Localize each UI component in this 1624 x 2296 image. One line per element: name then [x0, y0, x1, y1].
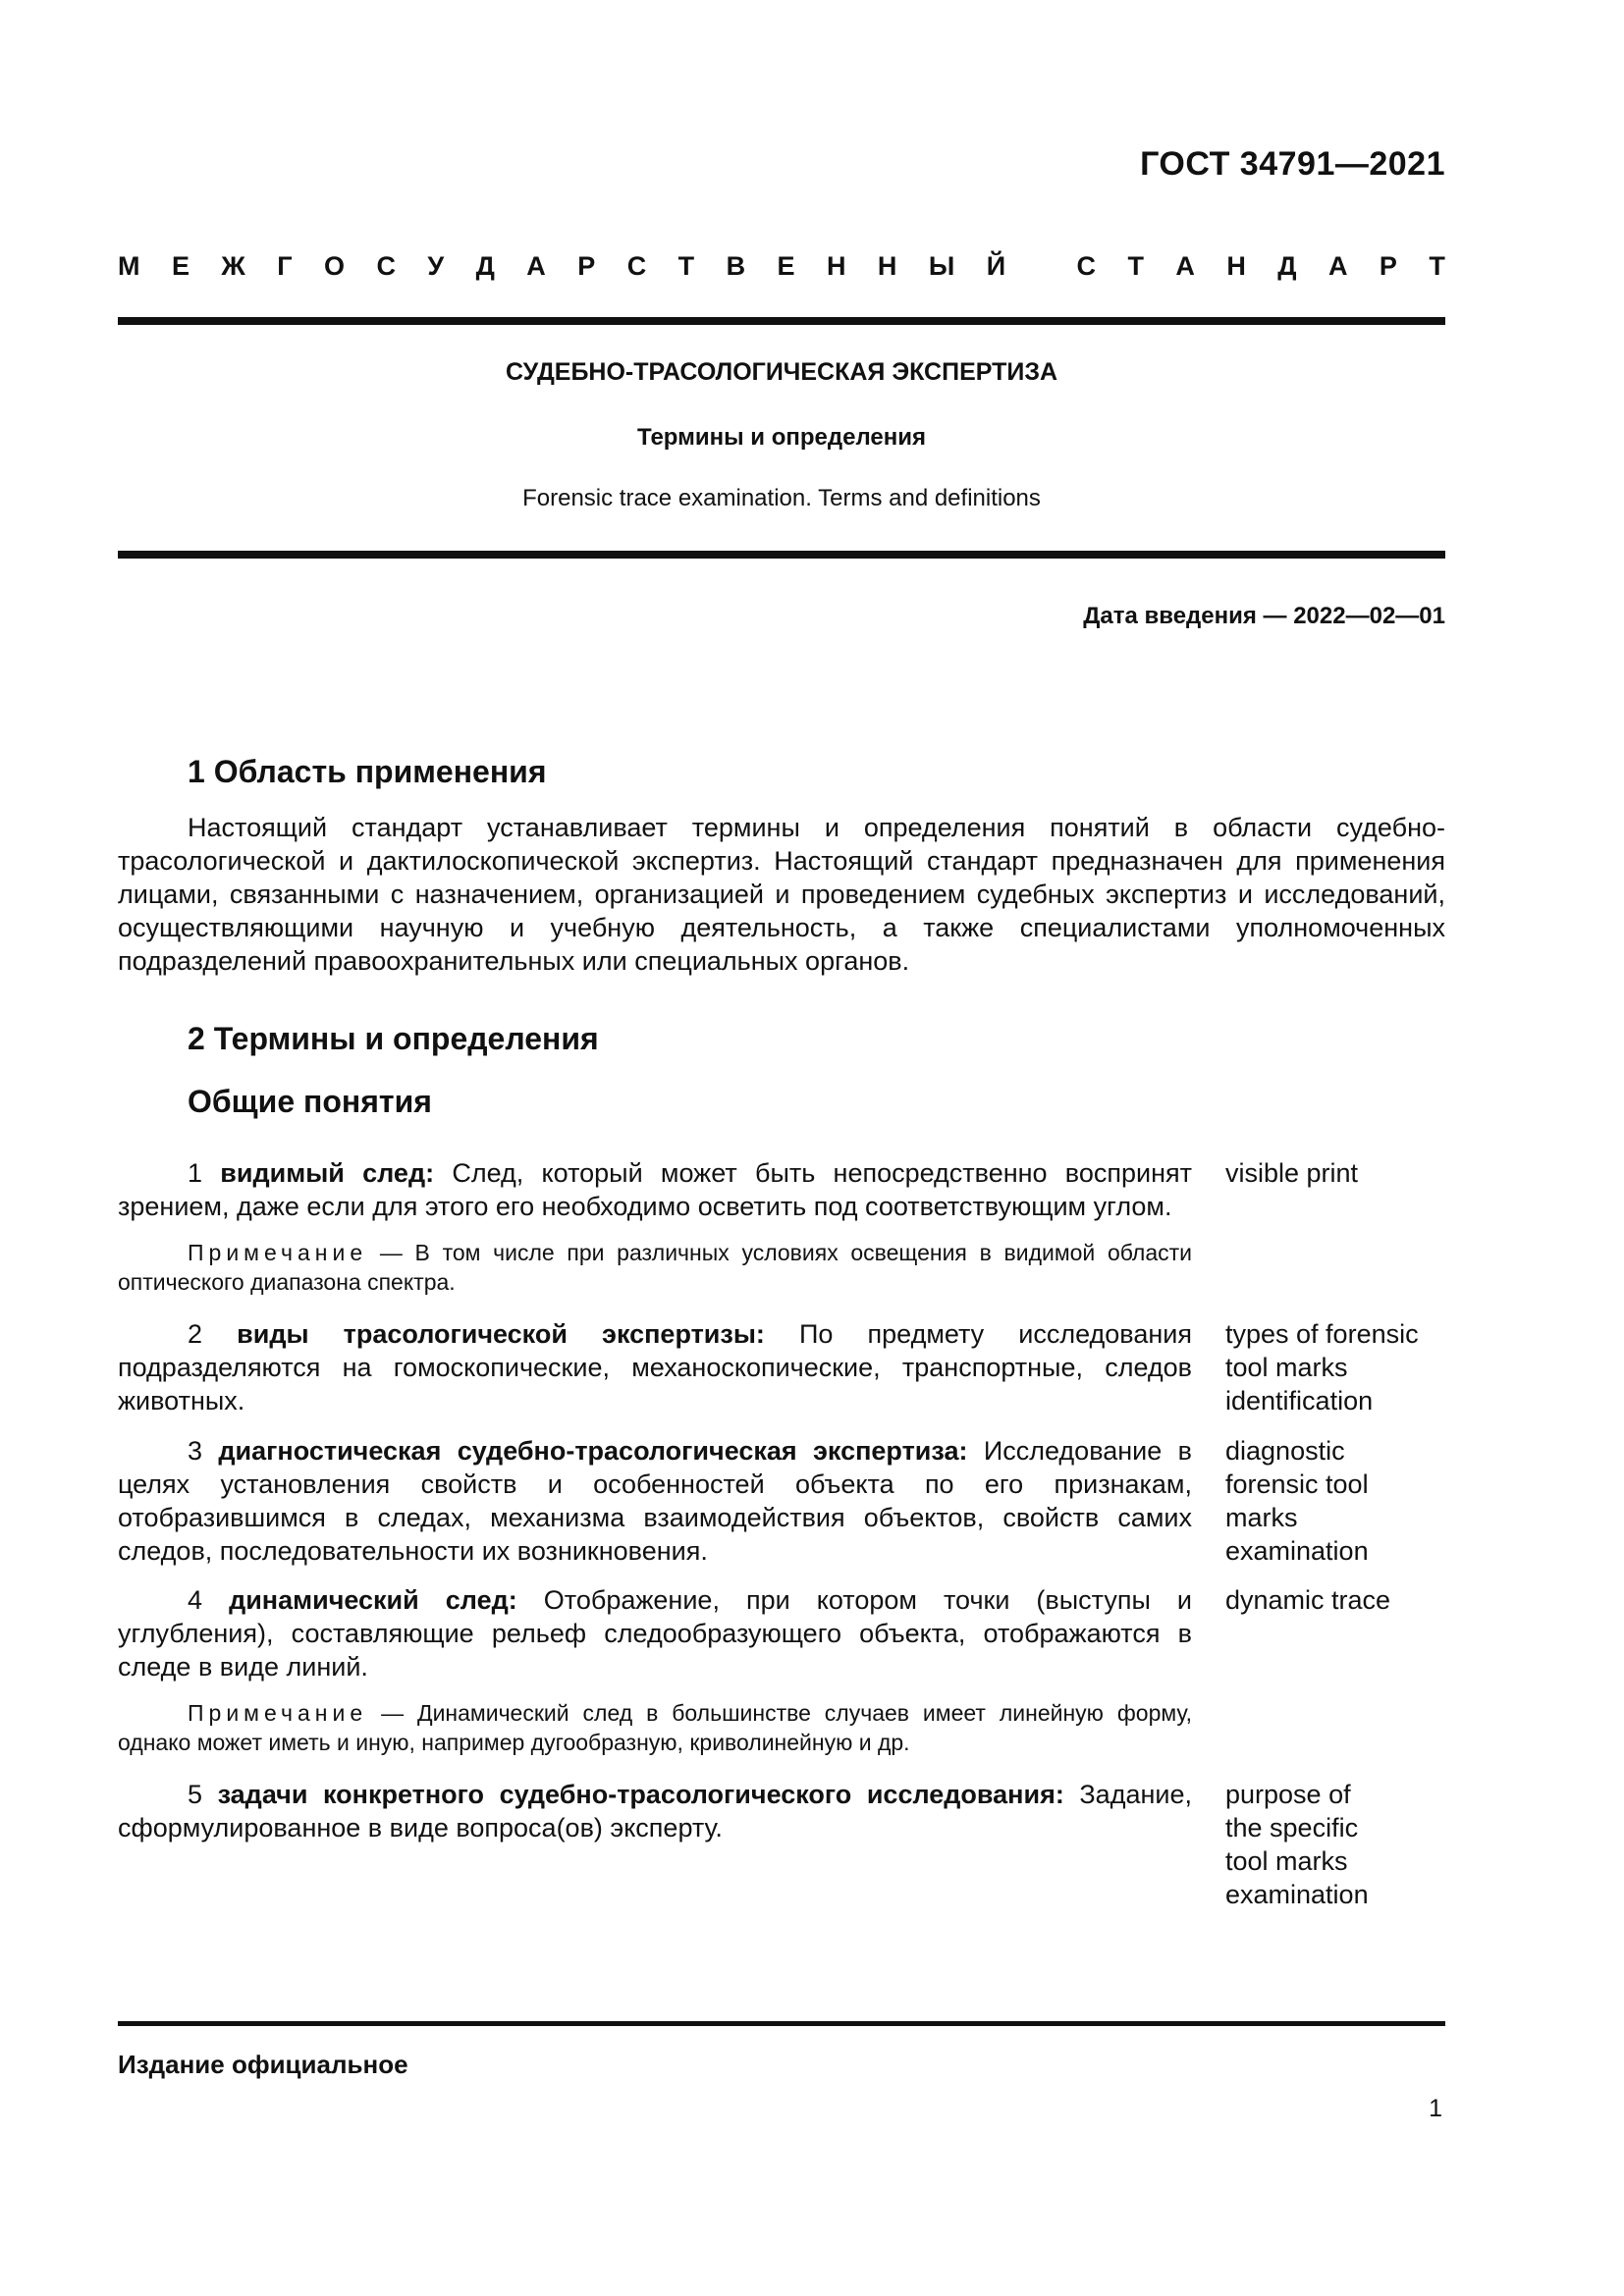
official-edition-label: Издание официальное — [118, 2050, 408, 2079]
introduction-date: Дата введения — 2022—02—01 — [1083, 603, 1445, 629]
standard-type-letter: С — [376, 251, 396, 281]
standard-type-letter: Н — [826, 251, 846, 281]
standard-type-letter: Н — [1226, 251, 1246, 281]
section-1-text: Настоящий стандарт устанавливает термины и определения понятий в области судебно-трасологической и дактилоскопической экспертиз. Настоящий стандарт предназначен для применения лицами, связанными с назначением, организацией и проведением судебных экспертиз и исследований, осуществляющими научную и учебную деятельность, а также специалистами уполномоченных подразделений правоохранительных или специальных органов. — [118, 813, 1445, 976]
note-text: — Динамический след в большинстве случаев имеет линейную форму, однако может иметь и иную, например дугообразную, криволинейную и др. — [118, 1700, 1193, 1755]
document-title-english: Forensic trace examination. Terms and definitions — [522, 485, 1041, 511]
term-definition: Исследование в целях установления свойств и особенностей объекта по его признакам, отобразившимся в следах, механизма взаимодействия объектов, свойств самих следов, последовательности их возникновения. — [118, 1436, 1192, 1566]
term-number: 2 — [188, 1319, 203, 1349]
term-english: types of forensic tool marks identification — [1225, 1319, 1419, 1415]
term-name: видимый след: — [220, 1158, 435, 1188]
note-label: Примечание — [188, 1700, 368, 1726]
standard-type-letter: М — [118, 251, 140, 281]
term-entry — [118, 1583, 1192, 1683]
standard-type-letter: В — [726, 251, 746, 281]
term-number: 4 — [188, 1585, 203, 1615]
standard-type-letter: Т — [1127, 251, 1144, 281]
standard-type-letter — [1038, 251, 1046, 282]
term-note — [118, 1698, 1192, 1757]
title-rule — [118, 551, 1445, 559]
term-number: 5 — [188, 1780, 203, 1809]
note-text: — В том числе при различных условиях освещения в видимой области оптического диапазона спектра. — [118, 1240, 1193, 1295]
standard-type-letter: У — [427, 251, 445, 281]
standard-type-letter: Т — [1429, 251, 1445, 281]
section-2-heading: 2 Термины и определения — [188, 1021, 599, 1056]
term-name: динамический след: — [229, 1585, 517, 1615]
top-rule — [118, 317, 1445, 325]
standard-type-letter: Н — [877, 251, 897, 281]
term-definition: Задание, сформулированное в виде вопроса(ов) эксперту. — [118, 1780, 1192, 1842]
term-number: 3 — [188, 1436, 203, 1466]
term-entry — [118, 1778, 1192, 1844]
standard-type-letter: С — [626, 251, 647, 281]
term-name: диагностическая судебно-трасологическая экспертиза: — [218, 1436, 968, 1466]
standard-type-letter: Р — [577, 251, 596, 281]
standard-type-letter: Е — [777, 251, 795, 281]
standard-type-letter: Ы — [928, 251, 955, 281]
standard-type-heading — [118, 251, 1445, 282]
note-label: Примечание — [188, 1240, 368, 1265]
term-note — [118, 1238, 1192, 1297]
document-number: ГОСТ 34791—2021 — [1140, 145, 1445, 183]
term-definition: По предмету исследования подразделяются на гомоскопические, механоскопические, транспортные, следов животных. — [118, 1319, 1192, 1415]
standard-type-letter: Д — [1277, 251, 1297, 281]
term-english: purpose of the specific tool marks examination — [1225, 1780, 1369, 1909]
section-2-subheading: Общие понятия — [188, 1084, 432, 1119]
term-definition: Отображение, при котором точки (выступы и углубления), составляющие рельеф следообразующего объекта, отображаются в следе в виде линий. — [118, 1585, 1192, 1682]
section-1-heading: 1 Область применения — [188, 754, 547, 789]
term-entry — [118, 1434, 1192, 1568]
standard-type-letter: Д — [475, 251, 495, 281]
standard-type-letter: А — [1175, 251, 1195, 281]
standard-type-letter: Р — [1379, 251, 1397, 281]
term-entry — [118, 1317, 1192, 1417]
standard-type-letter: А — [1327, 251, 1348, 281]
document-subtitle: Термины и определения — [636, 424, 927, 451]
page-number: 1 — [1429, 2095, 1442, 2122]
term-name: виды трасологической экспертизы: — [237, 1319, 765, 1349]
term-definition: След, который может быть непосредственно воспринят зрением, даже если для этого его необходимо осветить под соответствующим углом. — [118, 1158, 1192, 1221]
term-english: dynamic trace — [1225, 1585, 1391, 1615]
term-number: 1 — [188, 1158, 203, 1188]
term-english: diagnostic forensic tool marks examination — [1225, 1436, 1369, 1566]
term-english: visible print — [1225, 1158, 1359, 1188]
standard-type-letter: Е — [171, 251, 189, 281]
term-name: задачи конкретного судебно-трасологического исследования: — [217, 1780, 1064, 1809]
standard-type-letter: Й — [986, 251, 1006, 281]
standard-type-letter: А — [526, 251, 546, 281]
standard-type-letter: С — [1076, 251, 1096, 281]
standard-type-letter: Г — [277, 251, 293, 281]
term-entry — [118, 1156, 1192, 1223]
document-title: СУДЕБНО-ТРАСОЛОГИЧЕСКАЯ ЭКСПЕРТИЗА — [505, 358, 1058, 386]
standard-type-letter: Ж — [221, 251, 245, 281]
standard-type-letter: О — [323, 251, 345, 281]
footer-rule — [118, 2021, 1445, 2026]
standard-type-letter: Т — [677, 251, 695, 281]
